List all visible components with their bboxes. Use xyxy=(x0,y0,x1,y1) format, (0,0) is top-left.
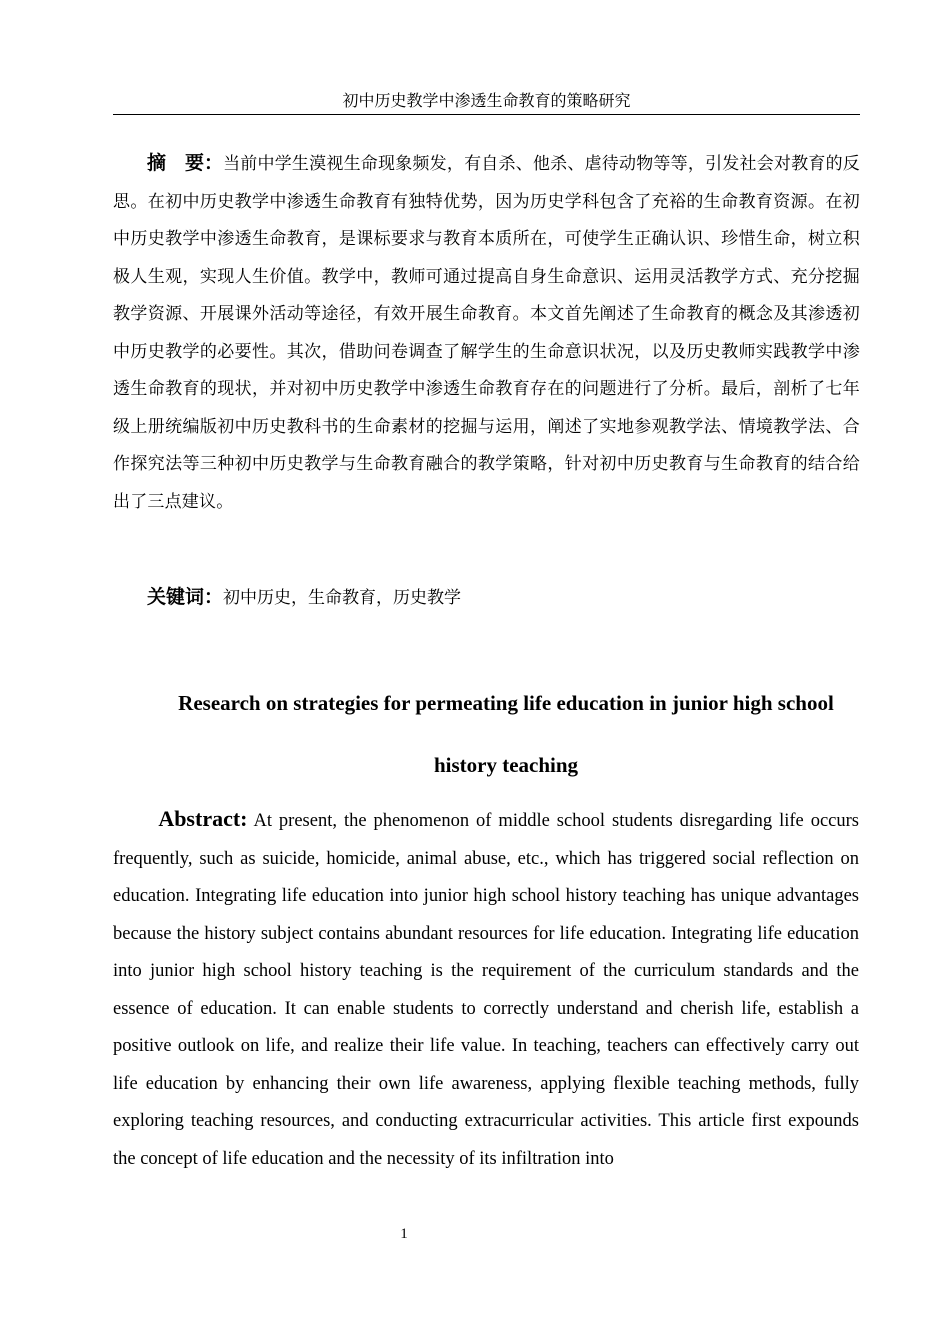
english-title-line-2: history teaching xyxy=(433,753,579,777)
chinese-keywords xyxy=(113,580,860,615)
chinese-keywords-text: 初中历史，生命教育，历史教学 xyxy=(223,588,462,608)
chinese-keywords-label: 关键词： xyxy=(147,586,224,608)
english-title xyxy=(150,672,862,796)
english-abstract-label: Abstract: xyxy=(158,806,248,831)
english-abstract-text: At present, the phenomenon of middle school students disregarding life occurs frequently, such as suicide, homicide, animal abuse, etc., which has triggered social reflection on education. Integrating life education into junior high school history teaching has unique advantages because the history subject contains abundant resources for life education. Integrating life education into junior high school history teaching is the requirement of the curriculum standards and the essence of education. It can enable students to correctly understand and cherish life, establish a positive outlook on life, and realize their life value. In teaching, teachers can effectively carry out life education by enhancing their own life awareness, applying flexible teaching methods, fully exploring teaching resources, and conducting extracurricular activities. This article first expounds the concept of life education and the necessity of its infiltration into xyxy=(113,811,859,1169)
english-title-line-1: Research on strategies for permeating life education in junior high school xyxy=(178,691,834,715)
chinese-abstract xyxy=(113,145,860,521)
running-header: 初中历史教学中渗透生命教育的策略研究 xyxy=(113,90,860,115)
english-abstract xyxy=(113,800,859,1178)
chinese-abstract-text: 当前中学生漠视生命现象频发，有自杀、他杀、虐待动物等等，引发社会对教育的反思。在初中历史教学中渗透生命教育有独特优势，因为历史学科包含了充裕的生命教育资源。在初中历史教学中渗透生命教育，是课标要求与教育本质所在，可使学生正确认识、珍惜生命，树立积极人生观，实现人生价值。教学中，教师可通过提高自身生命意识、运用灵活教学方式、充分挖掘教学资源、开展课外活动等途径，有效开展生命教育。本文首先阐述了生命教育的概念及其渗透初中历史教学的必要性。其次，借助问卷调查了解学生的生命意识状况，以及历史教师实践教学中渗透生命教育的现状，并对初中历史教学中渗透生命教育存在的问题进行了分析。最后，剖析了七年级上册统编版初中历史教科书的生命素材的挖掘与运用，阐述了实地参观教学法、情境教学法、合作探究法等三种初中历史教学与生命教育融合的教学策略，针对初中历史教育与生命教育的结合给出了三点建议。 xyxy=(113,154,860,512)
page-number: 1 xyxy=(400,1226,408,1242)
chinese-abstract-label: 摘 要： xyxy=(147,152,224,174)
